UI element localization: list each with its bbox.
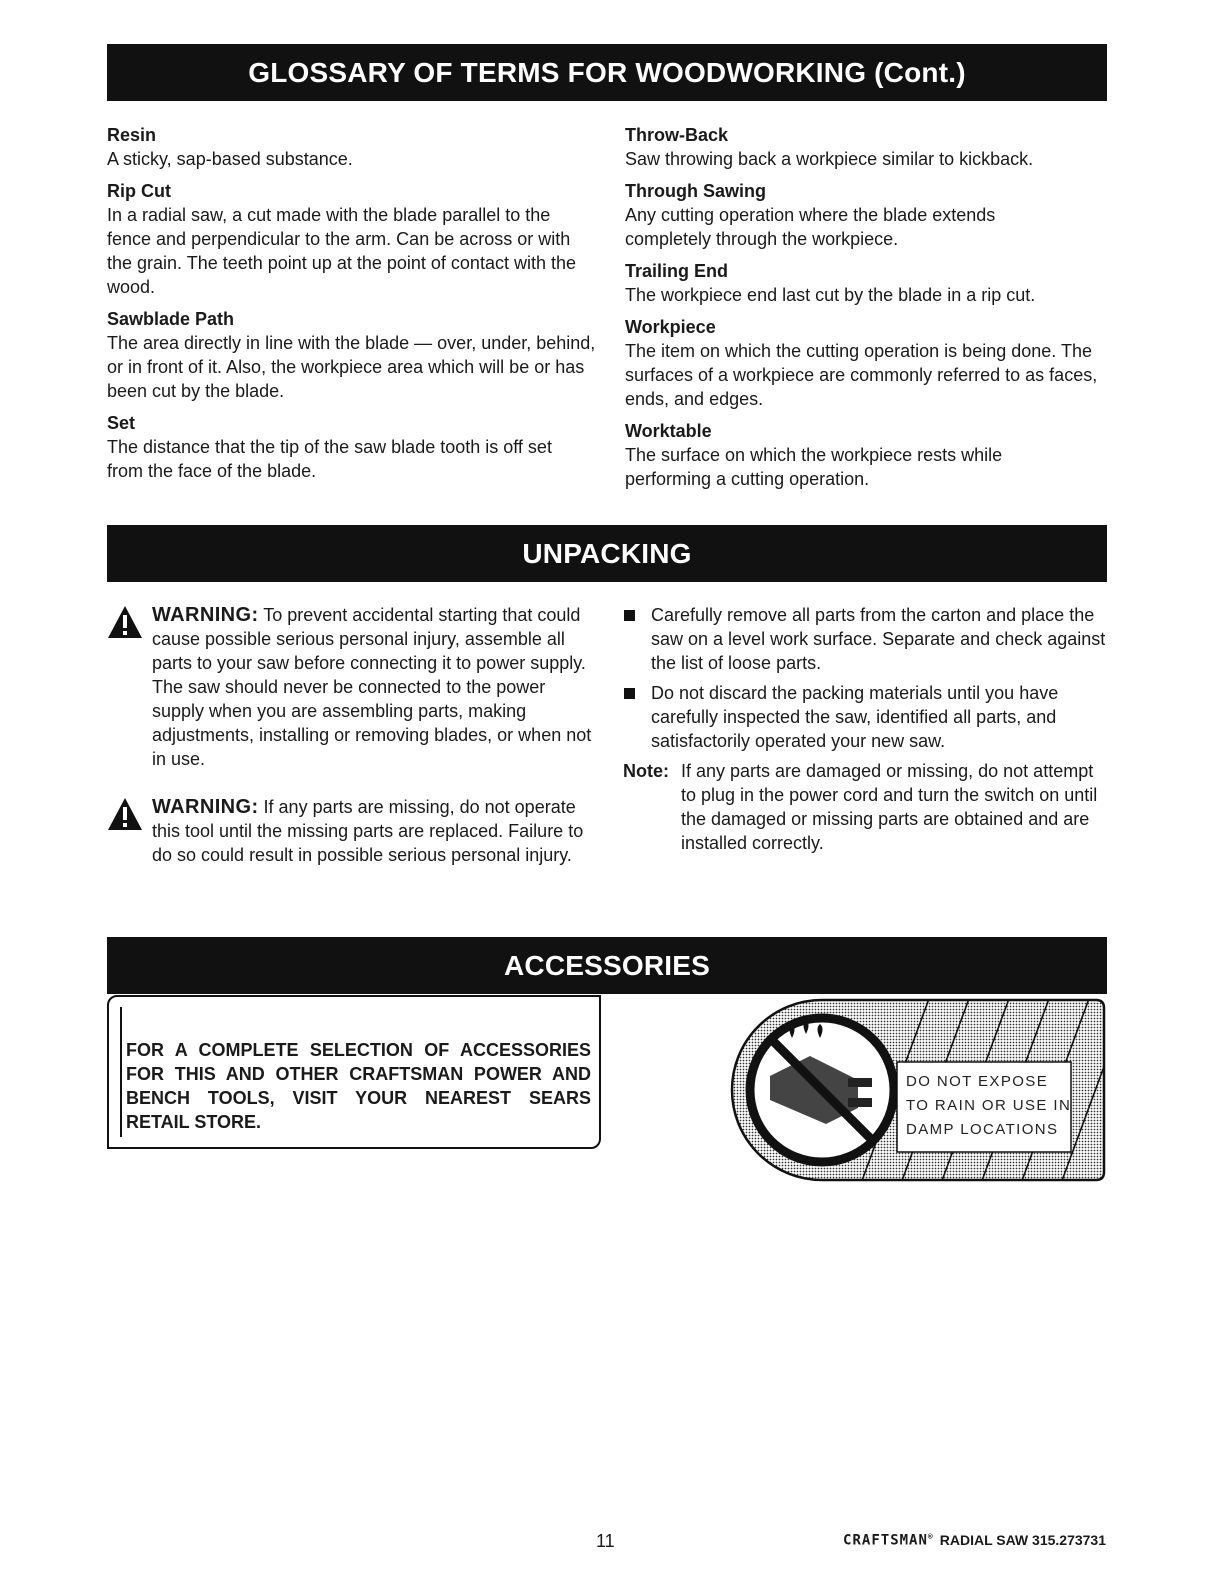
glossary-term: Worktable: [625, 421, 712, 441]
do-not-expose-sign: [730, 996, 1108, 1184]
sign-line: DAMP LOCATIONS: [906, 1121, 1059, 1138]
glossary-banner: GLOSSARY OF TERMS FOR WOODWORKING (Cont.): [107, 44, 1107, 101]
note-text: If any parts are damaged or missing, do not attempt to plug in the power cord and turn the switch on until the damaged or missing parts are obtained and are installed correctly.: [681, 761, 1098, 853]
glossary-definition: In a radial saw, a cut made with the blade parallel to the fence and perpendicular to the arm. Can be across or with the grain. The teeth point up at the point of contact with the wood.: [107, 205, 576, 297]
glossary-definition: Any cutting operation where the blade extends completely through the workpiece.: [625, 205, 996, 249]
glossary-definition: The item on which the cutting operation is being done. The surfaces of a workpiece are commonly referred to as faces, ends, and edges.: [625, 341, 1098, 409]
list-item: [623, 681, 1108, 753]
glossary-definition: The distance that the tip of the saw blade tooth is off set from the face of the blade.: [107, 437, 552, 481]
glossary-term: Throw-Back: [625, 125, 729, 145]
list-item: [623, 603, 1108, 675]
craftsman-logo: CRAFTSMAN®: [843, 1532, 934, 1549]
model-number: RADIAL SAW 315.273731: [939, 1532, 1106, 1548]
glossary-definition: The workpiece end last cut by the blade in a rip cut.: [625, 285, 1036, 305]
accessories-notice-box: [107, 995, 601, 1149]
warning-text: If any parts are missing, do not operate this tool until the missing parts are replaced. Failure to do so could result in possible serious personal injury.: [152, 797, 584, 865]
unpacking-banner: UNPACKING: [107, 525, 1107, 582]
glossary-term: Trailing End: [625, 261, 729, 281]
glossary-definition: The surface on which the workpiece rests while performing a cutting operation.: [625, 445, 1003, 489]
warning-triangle-icon: [107, 605, 143, 639]
glossary-term: Workpiece: [625, 317, 716, 337]
footer-brand: [843, 1532, 1106, 1549]
sign-line: DO NOT EXPOSE: [906, 1073, 1049, 1090]
warning-label: WARNING:: [152, 604, 259, 626]
glossary-definition: Saw throwing back a workpiece similar to kickback.: [625, 149, 1034, 169]
page-number: 11: [596, 1531, 615, 1551]
glossary-definition: A sticky, sap-based substance.: [107, 149, 353, 169]
bullet-square-icon: [624, 688, 635, 699]
warning-triangle-icon: [107, 797, 143, 831]
glossary-definition: The area directly in line with the blade — over, under, behind, or in front of it. Also, the workpiece area which will be or has been cut by the blade.: [107, 333, 596, 401]
unpacking-right-column: [623, 603, 1108, 855]
sign-line: TO RAIN OR USE IN: [906, 1097, 1072, 1114]
note-block: [623, 759, 1108, 855]
glossary-term: Rip Cut: [107, 181, 171, 201]
glossary-term: Set: [107, 413, 136, 433]
unpacking-left-column: [107, 603, 592, 867]
warning-text: To prevent accidental starting that could cause possible serious personal injury, assemble all parts to your saw before connecting it to power supply. The saw should never be connected to the power supply when you are assembling parts, making adjustments, installing or removing blades, or when not in use.: [152, 605, 592, 769]
box-accent-bar: [120, 1007, 122, 1137]
warning-block: [107, 603, 592, 771]
bullet-square-icon: [624, 610, 635, 621]
glossary-left-column: [107, 123, 597, 483]
glossary-term: Sawblade Path: [107, 309, 235, 329]
warning-label: WARNING:: [152, 796, 259, 818]
list-item-text: Carefully remove all parts from the carton and place the saw on a level work surface. Separate and check against the list of loose parts.: [651, 605, 1106, 673]
accessories-notice-text: FOR A COMPLETE SELECTION OF ACCESSORIES FOR THIS AND OTHER CRAFTSMAN POWER AND BENCH TOOLS, VISIT YOUR NEAREST SEARS RETAIL STORE.: [126, 1040, 591, 1132]
glossary-term: Through Sawing: [625, 181, 766, 201]
accessories-banner: ACCESSORIES: [107, 937, 1107, 994]
list-item-text: Do not discard the packing materials until you have carefully inspected the saw, identified all parts, and satisfactorily operated your new saw.: [651, 683, 1059, 751]
glossary-term: Resin: [107, 125, 157, 145]
warning-block: [107, 795, 592, 867]
glossary-right-column: [625, 123, 1110, 491]
note-label: Note:: [623, 761, 669, 781]
